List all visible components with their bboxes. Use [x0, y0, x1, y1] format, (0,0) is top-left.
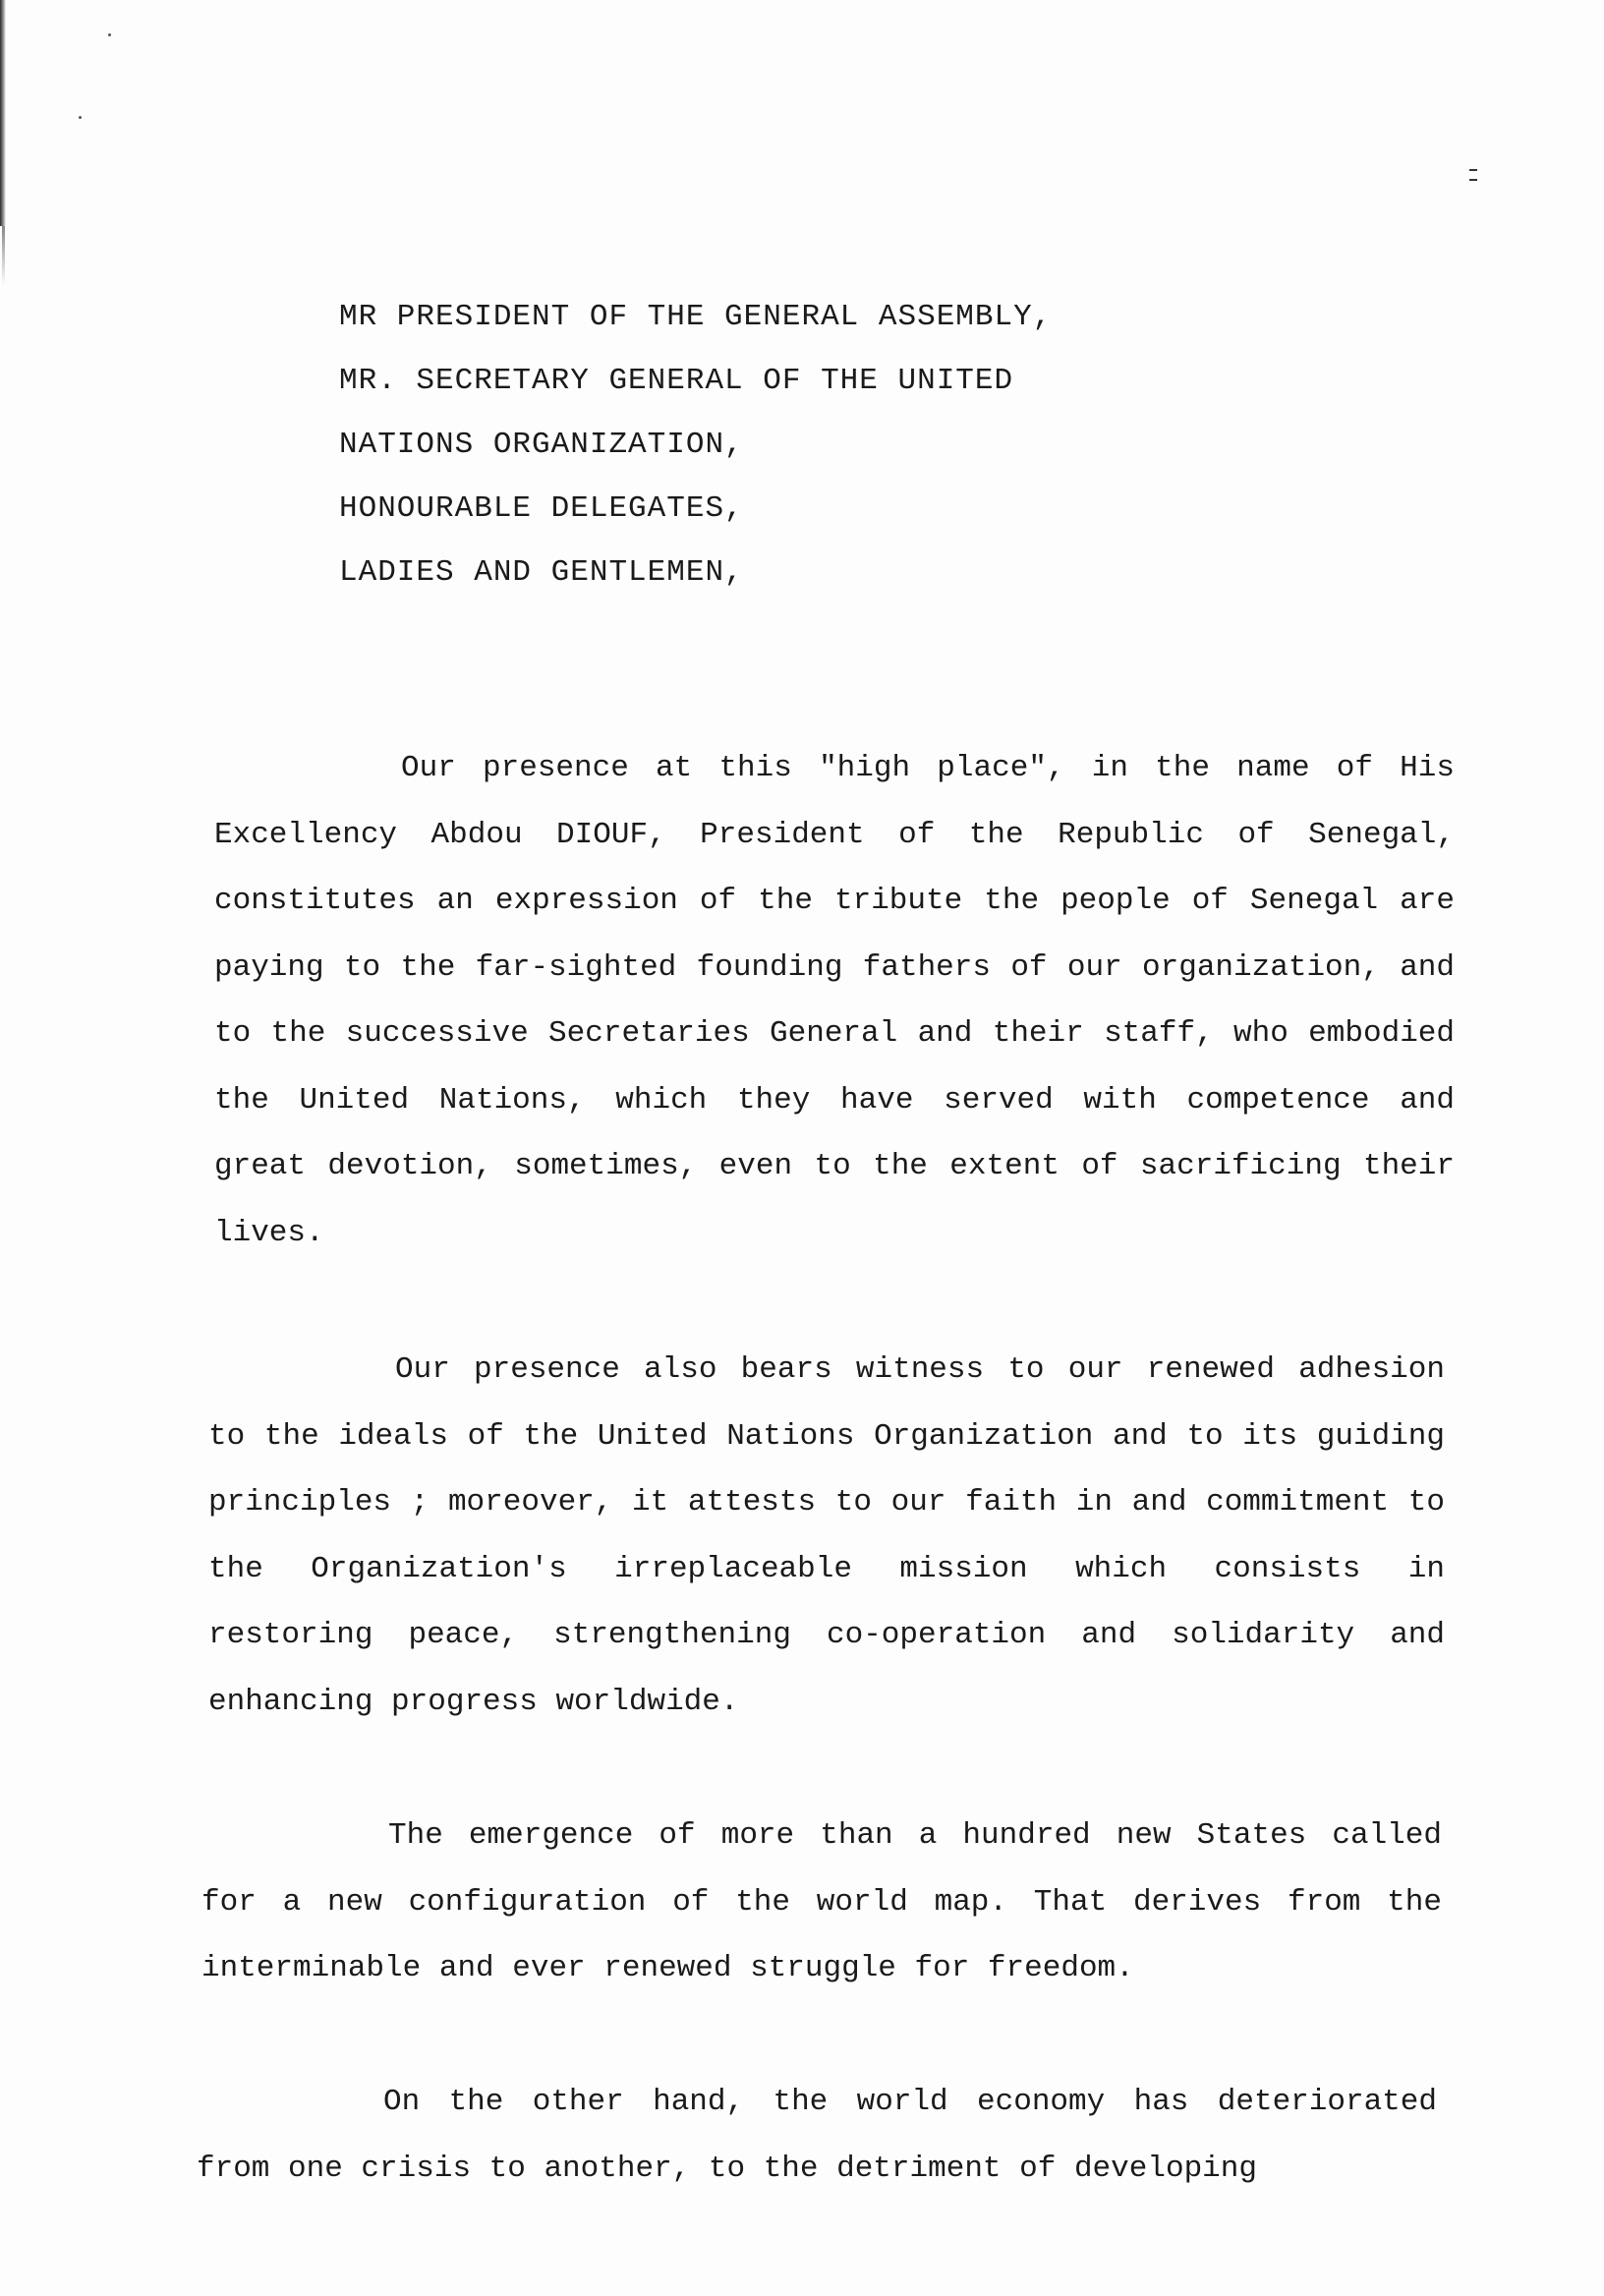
paragraph-text: Our presence also bears witness to our renewed adhesion to the ideals of the United Nations Organization and to its guiding principles ; moreover, it attests to our faith in and commitment to the Organization's irreplaceable mission which consists in restoring peace, strengthening co-operation and solidarity and enhancing progress worldwide.: [208, 1352, 1445, 1719]
scan-speck: [79, 116, 82, 119]
paragraph-text: The emergence of more than a hundred new States called for a new configuration of the world map. That derives from the interminable and ever renewed struggle for freedom.: [201, 1818, 1442, 1985]
scan-edge-mark: [0, 0, 6, 226]
body-paragraph: [201, 1803, 1442, 2002]
salutation-line: NATIONS ORGANIZATION,: [339, 428, 744, 462]
salutation-line: LADIES AND GENTLEMEN,: [339, 555, 744, 590]
page-number-mark: [1468, 169, 1478, 195]
body-paragraph: [197, 2069, 1437, 2202]
salutation-line: MR. SECRETARY GENERAL OF THE UNITED: [339, 364, 1014, 398]
scan-edge-mark-lower: [2, 226, 5, 285]
scan-speck: [108, 33, 111, 36]
salutation-block: [339, 285, 1052, 604]
salutation-line: HONOURABLE DELEGATES,: [339, 491, 744, 526]
body-paragraph: [214, 735, 1455, 1266]
paragraph-text: Our presence at this "high place", in the name of His Excellency Abdou DIOUF, President of the Republic of Senegal, constitutes an expression of the tribute the people of Senegal are paying to the far-sighted founding fathers of our organization, and to the successive Secretaries General and their staff, who embodied the United Nations, which they have served with competence and great devotion, sometimes, even to the extent of sacrificing their lives.: [214, 751, 1455, 1250]
body-paragraph: [208, 1337, 1445, 1735]
salutation-line: MR PRESIDENT OF THE GENERAL ASSEMBLY,: [339, 300, 1053, 334]
paragraph-text: On the other hand, the world economy has deteriorated from one crisis to another, to the detriment of developing: [197, 2085, 1437, 2186]
